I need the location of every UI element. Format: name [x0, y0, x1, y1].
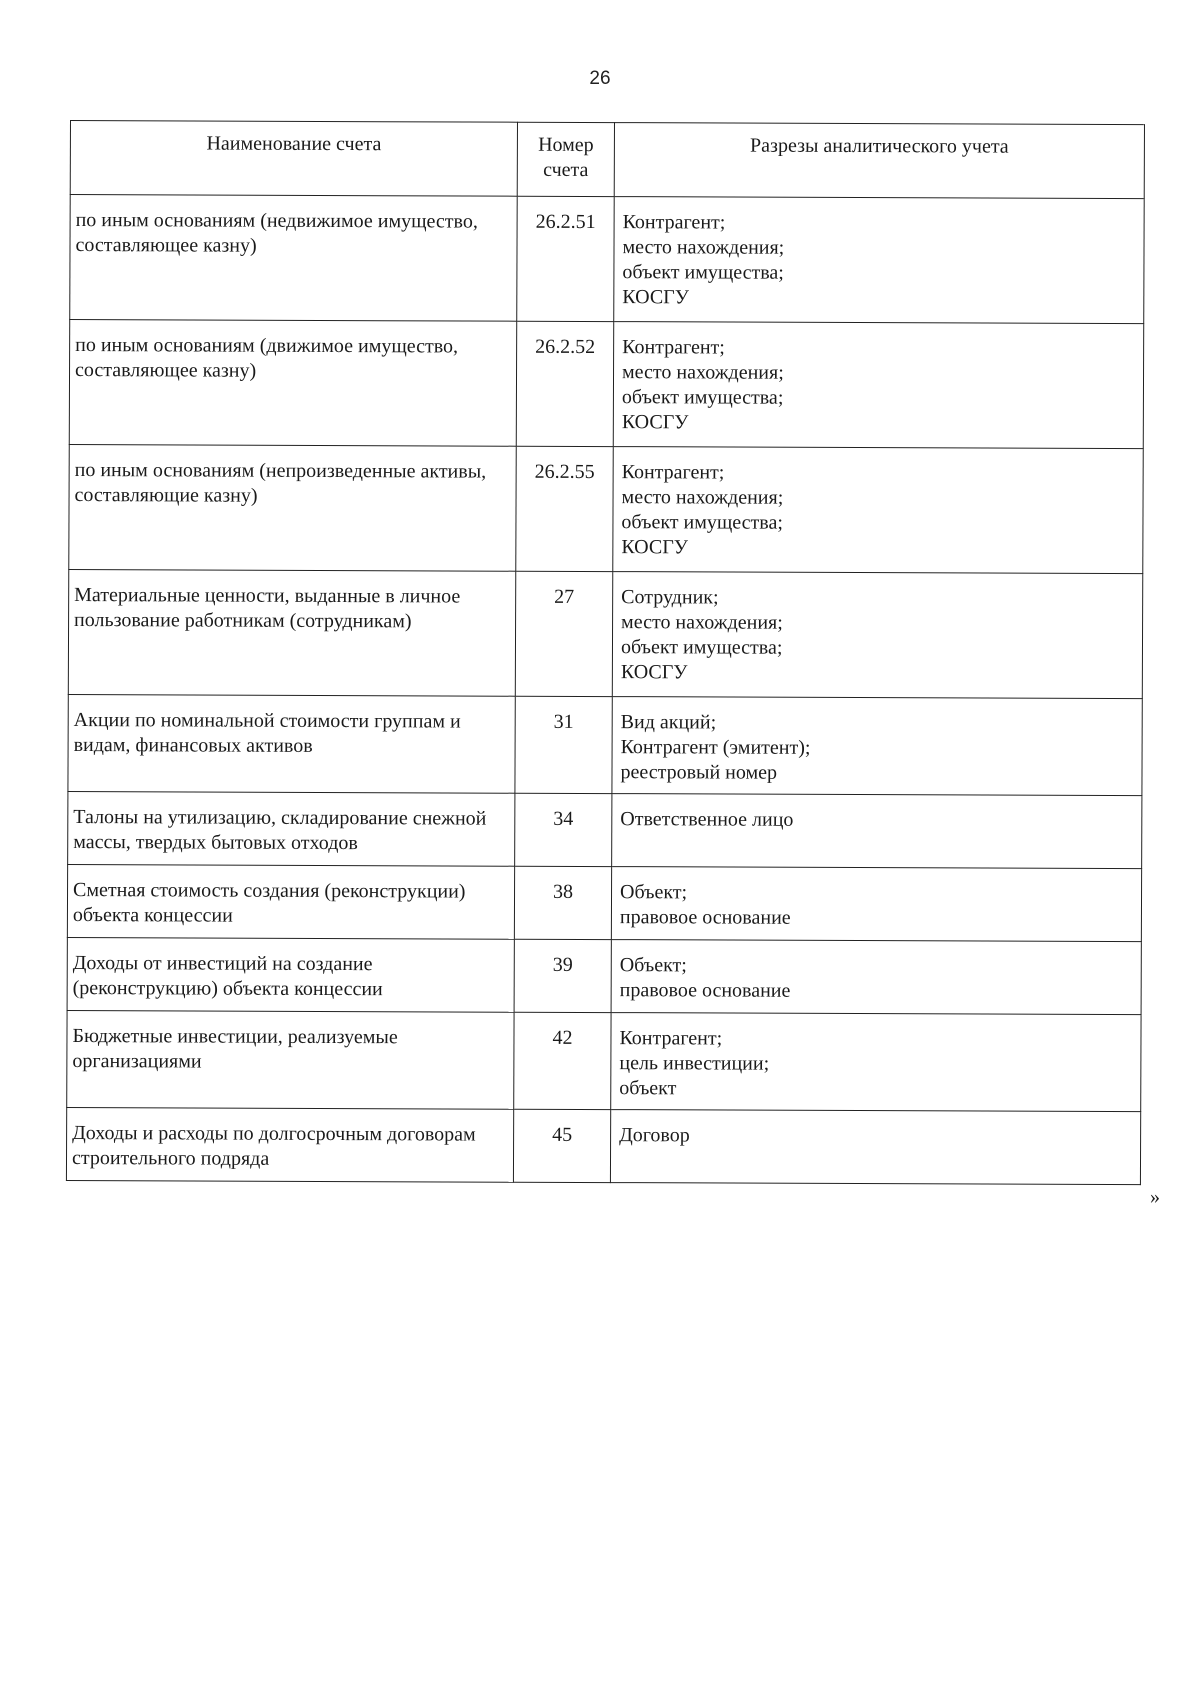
analytics-cell: [611, 1013, 1141, 1112]
account-name: Бюджетные инвестиции, реализуемые организациями: [67, 1010, 514, 1109]
account-name: Сметная стоимость создания (реконструкции) объекта концессии: [67, 864, 514, 939]
analytics-item: место нахождения;: [621, 361, 784, 384]
header-account-number: Номер счета: [517, 122, 614, 196]
account-name: Доходы и расходы по долгосрочным договорам строительного подряда: [66, 1107, 513, 1182]
analytics-cell: [612, 572, 1142, 699]
analytics-item: Контрагент;: [619, 1027, 723, 1050]
account-name: по иным основаниям (недвижимое имущество, составляющее казну): [70, 195, 517, 322]
account-name: по иным основаниям (движимое имущество, составляющее казну): [69, 320, 516, 447]
analytics-item: Контрагент;: [622, 211, 726, 234]
table-row: [68, 694, 1142, 795]
accounts-table: [66, 120, 1145, 1185]
account-number: 26.2.55: [516, 446, 613, 571]
header-analytics: Разрезы аналитического учета: [614, 123, 1144, 199]
account-name: Доходы от инвестиций на создание (реконструкцию) объекта концессии: [67, 937, 514, 1012]
account-name: Талоны на утилизацию, складирование снежной массы, твердых бытовых отходов: [68, 791, 515, 866]
table-row: [68, 569, 1142, 698]
table-row: [68, 791, 1142, 868]
table-row: [70, 195, 1144, 324]
account-number: 31: [515, 696, 612, 793]
analytics-item: объект имущества;: [622, 261, 784, 284]
table-row: [67, 937, 1141, 1014]
analytics-item: Контрагент;: [621, 461, 725, 484]
analytics-cell: [610, 1110, 1140, 1185]
analytics-item: Договор: [619, 1124, 690, 1147]
analytics-cell: [611, 867, 1141, 942]
analytics-cell: [613, 322, 1143, 449]
account-name: по иным основаниям (непроизведенные активы, составляющие казну): [69, 444, 516, 571]
page-number: 26: [589, 68, 611, 89]
analytics-item: объект имущества;: [620, 636, 783, 659]
account-number: 26.2.51: [517, 196, 614, 321]
account-number: 27: [515, 571, 612, 696]
analytics-item: место нахождения;: [622, 236, 785, 259]
analytics-item: объект: [619, 1077, 677, 1100]
analytics-cell: [614, 197, 1144, 324]
analytics-item: Объект;: [619, 954, 687, 977]
analytics-cell: [612, 794, 1142, 869]
account-name: Акции по номинальной стоимости группам и видам, финансовых активов: [68, 694, 515, 793]
table-row: [69, 444, 1143, 573]
analytics-item: КОСГУ: [621, 536, 688, 559]
table-row: [69, 320, 1143, 449]
account-number: 42: [514, 1012, 611, 1109]
analytics-item: объект имущества;: [621, 511, 783, 534]
account-number: 38: [514, 866, 611, 939]
analytics-item: Объект;: [619, 881, 688, 904]
table-row: [67, 1010, 1141, 1111]
table-row: [66, 1107, 1140, 1184]
analytics-item: реестровый номер: [620, 761, 778, 784]
account-number: 26.2.52: [516, 321, 613, 446]
analytics-item: объект имущества;: [621, 386, 784, 409]
analytics-cell: [611, 940, 1141, 1015]
account-number: 34: [515, 793, 612, 866]
analytics-item: цель инвестиции;: [619, 1052, 770, 1075]
analytics-item: КОСГУ: [620, 661, 688, 684]
analytics-item: Контрагент;: [622, 336, 725, 359]
analytics-cell: [613, 447, 1143, 574]
analytics-item: КОСГУ: [621, 411, 689, 434]
analytics-cell: [612, 697, 1142, 796]
analytics-item: Контрагент (эмитент);: [620, 736, 811, 759]
account-name: Материальные ценности, выданные в личное пользование работникам (сотрудникам): [68, 569, 515, 696]
account-number: 39: [514, 939, 611, 1012]
analytics-item: Сотрудник;: [621, 586, 719, 609]
analytics-item: Ответственное лицо: [620, 808, 794, 831]
account-number: 45: [513, 1109, 610, 1182]
analytics-item: Вид акций;: [620, 711, 717, 734]
analytics-item: КОСГУ: [622, 286, 689, 309]
analytics-item: место нахождения;: [621, 611, 783, 634]
header-account-name: Наименование счета: [70, 121, 517, 197]
table-header-row: [70, 121, 1144, 199]
closing-quote: »: [1150, 1186, 1160, 1208]
analytics-item: место нахождения;: [621, 486, 784, 509]
analytics-item: правовое основание: [619, 979, 791, 1002]
table-row: [67, 864, 1141, 941]
analytics-item: правовое основание: [619, 906, 791, 929]
